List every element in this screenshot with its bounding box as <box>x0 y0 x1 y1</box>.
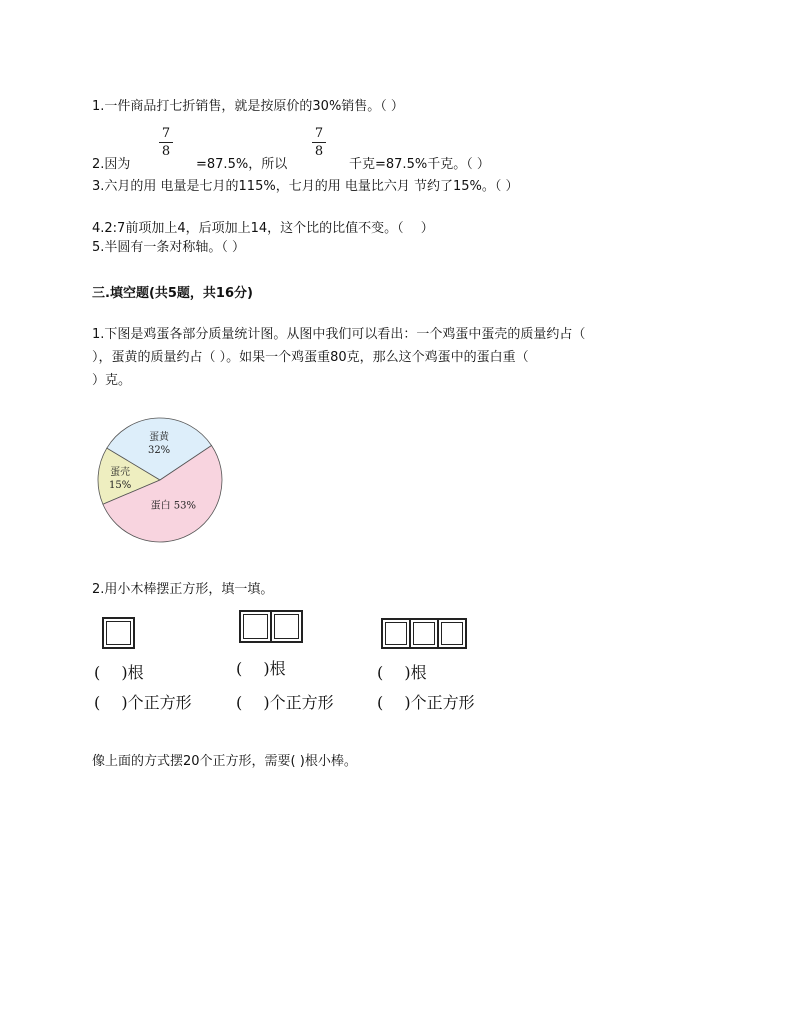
fraction-bar <box>312 142 326 143</box>
judge-question-2-mid: =87.5%，所以 <box>196 157 288 172</box>
fill-question-1-line-2: ），蛋黄的质量约占（ ）。如果一个鸡蛋重80克，那么这个鸡蛋中的蛋白重（ <box>92 350 529 365</box>
matchstick-square <box>437 618 467 649</box>
section-heading: 三.填空题(共5题，共16分) <box>92 286 253 301</box>
matchstick-square <box>381 618 411 649</box>
fraction-numerator: 7 <box>161 126 171 141</box>
judge-question-2-suffix: 千克=87.5%千克。（ ） <box>349 157 490 172</box>
judge-question-4: 4.2:7前项加上4，后项加上14，这个比的比值不变。（ ） <box>92 221 434 236</box>
fraction-numerator: 7 <box>314 126 324 141</box>
pie-label-yolk-name: 蛋黄 <box>149 432 170 444</box>
squares-count-blank-3: ( )个正方形 <box>377 693 475 712</box>
judge-question-5: 5.半圆有一条对称轴。（ ） <box>92 240 246 255</box>
fraction-7-8-a <box>159 126 173 159</box>
matchstick-square <box>270 610 303 643</box>
pie-label-eggshell-value: 15% <box>108 480 132 492</box>
fill-question-1-line-1: 1.下图是鸡蛋各部分质量统计图。从图中我们可以看出：一个鸡蛋中蛋壳的质量约占（ <box>92 327 586 342</box>
pie-label-white: 蛋白 53% <box>150 500 197 512</box>
sticks-count-blank-3: ( )根 <box>377 663 427 682</box>
matchstick-square <box>239 610 272 643</box>
sticks-count-blank-2: ( )根 <box>236 659 286 678</box>
fraction-bar <box>159 142 173 143</box>
matchstick-square <box>409 618 439 649</box>
egg-pie-chart <box>94 414 226 546</box>
fraction-denominator: 8 <box>314 144 324 159</box>
fraction-7-8-b <box>312 126 326 159</box>
squares-count-blank-1: ( )个正方形 <box>94 693 192 712</box>
fraction-denominator: 8 <box>161 144 171 159</box>
matchstick-square <box>102 617 135 649</box>
judge-question-2-prefix: 2.因为 <box>92 157 131 172</box>
judge-question-1: 1.一件商品打七折销售，就是按原价的30%销售。（ ） <box>92 99 404 114</box>
pie-label-yolk-value: 32% <box>147 445 171 457</box>
squares-count-blank-2: ( )个正方形 <box>236 693 334 712</box>
sticks-count-blank-1: ( )根 <box>94 663 144 682</box>
fill-question-2-line-1: 2.用小木棒摆正方形，填一填。 <box>92 582 274 597</box>
judge-question-3: 3.六月的用 电量是七月的115%，七月的用 电量比六月 节约了15%。（ ） <box>92 179 519 194</box>
pie-label-eggshell-name: 蛋壳 <box>110 467 131 479</box>
fill-question-1-line-3: ）克。 <box>92 373 132 388</box>
fill-question-2-final: 像上面的方式摆20个正方形，需要( )根小棒。 <box>92 754 357 769</box>
